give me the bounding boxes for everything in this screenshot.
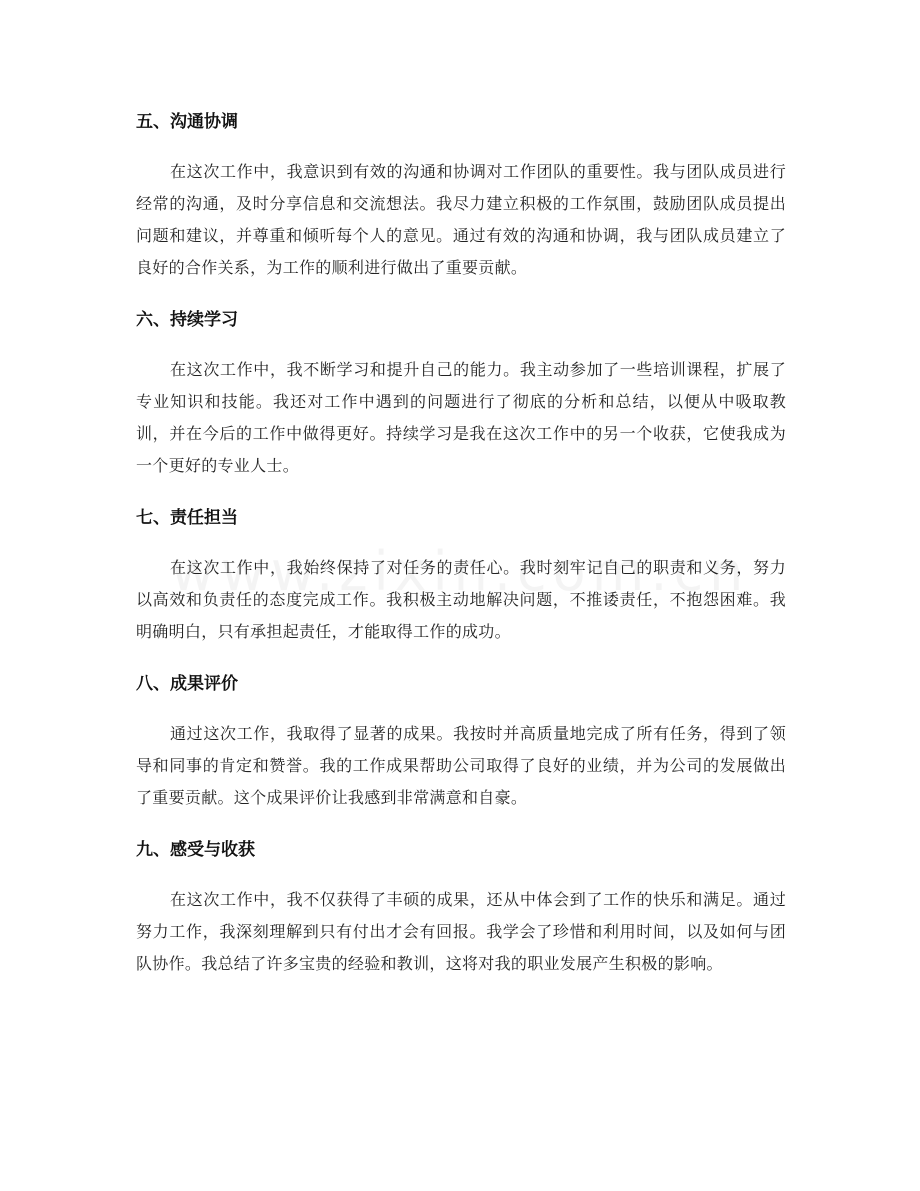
section-paragraph: 在这次工作中，我意识到有效的沟通和协调对工作团队的重要性。我与团队成员进行经常的沟通，及时分享信息和交流想法。我尽力建立积极的工作氛围，鼓励团队成员提出问题和建议，并尊重和倾听每个人的意见。通过有效的沟通和协调，我与团队成员建立了良好的合作关系，为工作的顺利进行做出了重要贡献。	[136, 162, 786, 277]
section-paragraph: 通过这次工作，我取得了显著的成果。我按时并高质量地完成了所有任务，得到了领导和同事的肯定和赞誉。我的工作成果帮助公司取得了良好的业绩，并为公司的发展做出了重要贡献。这个成果评价让我感到非常满意和自豪。	[136, 724, 786, 807]
section-heading: 九、感受与收获	[136, 840, 255, 860]
section-continuous-learning	[136, 302, 786, 482]
section-paragraph: 在这次工作中，我始终保持了对任务的责任心。我时刻牢记自己的职责和义务，努力以高效和负责任的态度完成工作。我积极主动地解决问题，不推诿责任，不抱怨困难。我明确明白，只有承担起责任，才能取得工作的成功。	[136, 558, 786, 641]
section-heading: 七、责任担当	[136, 508, 238, 528]
section-paragraph: 在这次工作中，我不仅获得了丰硕的成果，还从中体会到了工作的快乐和满足。通过努力工作，我深刻理解到只有付出才会有回报。我学会了珍惜和利用时间，以及如何与团队协作。我总结了许多宝贵的经验和教训，这将对我的职业发展产生积极的影响。	[136, 890, 786, 973]
section-paragraph: 在这次工作中，我不断学习和提升自己的能力。我主动参加了一些培训课程，扩展了专业知识和技能。我还对工作中遇到的问题进行了彻底的分析和总结，以便从中吸取教训，并在今后的工作中做得更好。持续学习是我在这次工作中的另一个收获，它使我成为一个更好的专业人士。	[136, 360, 786, 475]
section-feelings-gains	[136, 832, 786, 980]
section-heading: 六、持续学习	[136, 310, 238, 330]
document-content	[136, 104, 786, 998]
section-responsibility	[136, 500, 786, 648]
section-heading: 八、成果评价	[136, 674, 238, 694]
section-communication	[136, 104, 786, 284]
section-heading: 五、沟通协调	[136, 112, 238, 132]
section-results-evaluation	[136, 666, 786, 814]
